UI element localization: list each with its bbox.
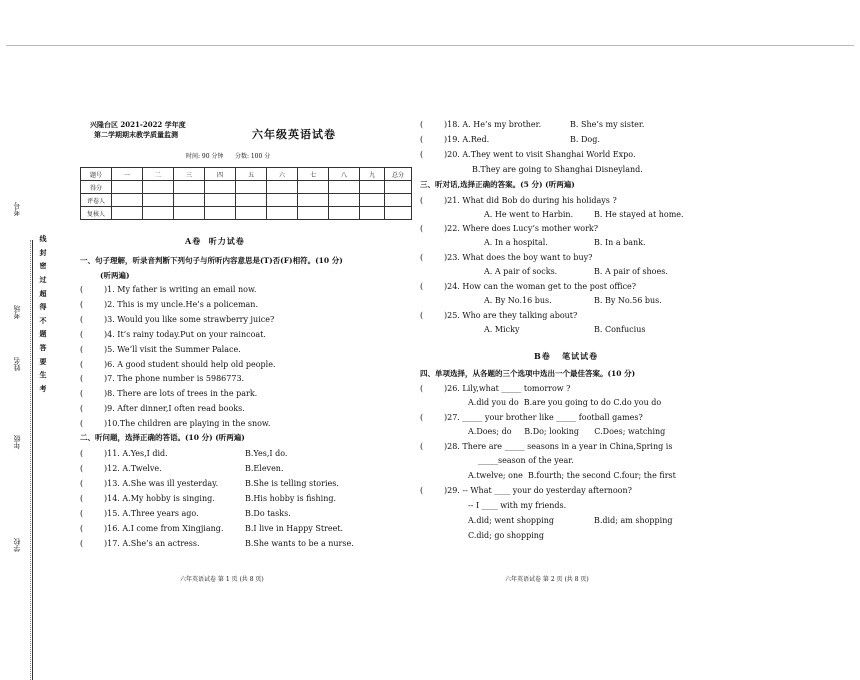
- seal-char: 超: [39, 288, 47, 298]
- reviewer-row-label: 复核人: [81, 207, 112, 220]
- list-item: )27. _____ your brother like _____ football games?: [444, 413, 643, 422]
- list-item: )16. A.I come from Xingjiang.: [104, 524, 224, 533]
- score-table-col: 三: [174, 168, 205, 181]
- list-item: )6. A good student should help old people.: [104, 360, 276, 369]
- options: A.Does; do B.Do; looking C.Does; watching: [468, 427, 666, 436]
- list-item: )4. It’s rainy today.Put on your raincoat.: [104, 330, 266, 339]
- score-row-label: 得分: [81, 181, 112, 194]
- score-cell[interactable]: [236, 194, 267, 207]
- question-cont: _____season of the year.: [478, 456, 574, 465]
- answer-paren[interactable]: (: [80, 479, 84, 488]
- score-cell[interactable]: [205, 181, 236, 194]
- answer-paren[interactable]: (: [80, 539, 84, 548]
- answer-paren[interactable]: (: [80, 389, 84, 398]
- option-a: A.did; went shopping: [468, 516, 554, 525]
- answer-paren[interactable]: (: [80, 285, 84, 294]
- score-cell[interactable]: [236, 181, 267, 194]
- list-item: )3. Would you like some strawberry juice?: [104, 315, 275, 324]
- semester-line: 第二学期期末教学质量监测: [94, 130, 178, 139]
- list-item: )22. Where does Lucy’s mother work?: [444, 224, 599, 233]
- option-b: B. He stayed at home.: [594, 210, 684, 219]
- list-item: )19. A.Red.: [444, 135, 490, 144]
- score-cell[interactable]: [298, 207, 329, 220]
- option-b: B.did; am shopping: [594, 516, 673, 525]
- answer-paren[interactable]: (: [420, 486, 424, 495]
- score-table-col: 总分: [385, 168, 412, 181]
- seal-char: 答: [39, 343, 47, 353]
- cut-line: [32, 240, 33, 680]
- list-item: )25. Who are they talking about?: [444, 311, 578, 320]
- score-table-col: 八: [329, 168, 360, 181]
- option-b: B. In a bank.: [594, 238, 646, 247]
- seal-char: 考: [39, 384, 47, 394]
- score-cell[interactable]: [267, 207, 298, 220]
- list-item: )15. A.Three years ago.: [104, 509, 199, 518]
- option-b: B.They are going to Shanghai Disneyland.: [472, 165, 643, 174]
- district-line: 兴隆台区 2021-2022 学年度: [90, 120, 186, 129]
- exam-room-label: 考场: [13, 305, 21, 319]
- answer-paren[interactable]: (: [80, 345, 84, 354]
- grader-row-label: 评卷人: [81, 194, 112, 207]
- list-item: )18. A. He’s my brother.: [444, 120, 542, 129]
- list-item: )1. My father is writing an email now.: [104, 285, 257, 294]
- score-table-col: 一: [112, 168, 143, 181]
- score-cell[interactable]: [267, 194, 298, 207]
- score-table-col: 六: [267, 168, 298, 181]
- score-cell[interactable]: [329, 207, 360, 220]
- seal-char: 题: [39, 329, 47, 339]
- score-table-col: 五: [236, 168, 267, 181]
- score-cell[interactable]: [112, 194, 143, 207]
- score-cell[interactable]: [267, 181, 298, 194]
- seal-char: 得: [39, 302, 47, 312]
- score-cell[interactable]: [205, 194, 236, 207]
- score-cell[interactable]: [174, 181, 205, 194]
- answer-paren[interactable]: (: [420, 311, 424, 320]
- score-cell[interactable]: [385, 207, 412, 220]
- answer-paren[interactable]: (: [80, 494, 84, 503]
- score-cell[interactable]: [360, 181, 385, 194]
- section-a-title: A卷 听力试卷: [185, 236, 245, 246]
- option-b: B.Do tasks.: [245, 509, 291, 518]
- option-b: B.His hobby is fishing.: [245, 494, 337, 503]
- score-table-col: 九: [360, 168, 385, 181]
- section-b-title: B卷 笔试试卷: [534, 351, 599, 361]
- part4-instructions: 四、单项选择，从各题的三个选项中选出一个最佳答案。(10 分): [420, 369, 636, 378]
- list-item: )9. After dinner,I often read books.: [104, 404, 245, 413]
- option-b: B.Yes,I do.: [245, 449, 288, 458]
- score-cell[interactable]: [298, 181, 329, 194]
- answer-paren[interactable]: (: [80, 300, 84, 309]
- list-item: )7. The phone number is 5986773.: [104, 374, 245, 383]
- option-a: A. By No.16 bus.: [484, 296, 552, 305]
- option-b: B. A pair of shoes.: [594, 267, 668, 276]
- answer-paren[interactable]: (: [80, 315, 84, 324]
- answer-paren[interactable]: (: [80, 330, 84, 339]
- binding-strip: [0, 120, 66, 560]
- score-cell[interactable]: [360, 194, 385, 207]
- options: A.twelve; one B.fourth; the second C.four; the first: [468, 471, 676, 480]
- exam-number-label: 考号: [13, 202, 21, 216]
- score-cell[interactable]: [143, 181, 174, 194]
- score-table-header: 题号: [81, 168, 112, 181]
- seal-char: 不: [39, 315, 47, 325]
- list-item: )14. A.My hobby is singing.: [104, 494, 215, 503]
- list-item: )5. We’ll visit the Summer Palace.: [104, 345, 241, 354]
- score-cell[interactable]: [329, 181, 360, 194]
- answer-paren[interactable]: (: [420, 413, 424, 422]
- answer-paren[interactable]: (: [80, 464, 84, 473]
- seal-char: 要: [39, 356, 47, 366]
- seal-char: 封: [39, 247, 47, 257]
- option-a: A. He went to Harbin.: [484, 210, 574, 219]
- score-cell[interactable]: [174, 194, 205, 207]
- grade-label: 年级: [13, 435, 21, 449]
- score-cell[interactable]: [112, 207, 143, 220]
- exam-title: 六年级英语试卷: [252, 128, 336, 141]
- score-table-col: 七: [298, 168, 329, 181]
- options: A.did you do B.are you going to do C.do you do: [468, 398, 662, 407]
- option-a: A. Micky: [484, 325, 520, 334]
- seal-char: 过: [39, 274, 47, 284]
- page-footer-right: 六年英语试卷 第 2 页 (共 8 页): [505, 576, 589, 583]
- list-item: )8. There are lots of trees in the park.: [104, 389, 258, 398]
- list-item: )13. A.She was ill yesterday.: [104, 479, 219, 488]
- score-cell[interactable]: [143, 194, 174, 207]
- score-cell[interactable]: [385, 194, 412, 207]
- list-item: )24. How can the woman get to the post office?: [444, 282, 637, 291]
- part3-instructions: 三、听对话,选择正确的答案。(5 分) (听两遍): [420, 180, 575, 189]
- list-item: )20. A.They went to visit Shanghai World Expo.: [444, 150, 636, 159]
- exam-meta: [186, 151, 270, 160]
- list-item: )28. There are _____ seasons in a year in China,Spring is: [444, 442, 673, 451]
- answer-paren[interactable]: (: [420, 282, 424, 291]
- fold-line: [30, 240, 31, 680]
- option-a: A. In a hospital.: [484, 238, 548, 247]
- part1-instructions: 一、句子理解，听录音判断下列句子与所听内容意思是(T)否(F)相符。(10 分): [80, 256, 343, 265]
- answer-paren[interactable]: (: [80, 449, 84, 458]
- score-cell[interactable]: [236, 207, 267, 220]
- page-footer-left: 六年英语试卷 第 1 页 (共 8 页): [180, 576, 264, 583]
- answer-paren[interactable]: (: [80, 404, 84, 413]
- seal-line-text: [37, 232, 49, 396]
- total-score: 分数: 100 分: [234, 153, 271, 160]
- score-table-col: 四: [205, 168, 236, 181]
- part1-note: (听两遍): [100, 271, 130, 280]
- option-b: B.I live in Happy Street.: [245, 524, 344, 533]
- option-c: C.did; go shopping: [468, 531, 545, 540]
- seal-char: 密: [39, 261, 47, 271]
- score-cell[interactable]: [385, 181, 412, 194]
- score-cell[interactable]: [112, 181, 143, 194]
- answer-paren[interactable]: (: [420, 120, 424, 129]
- score-table: [80, 167, 412, 220]
- option-b: B.She wants to be a nurse.: [245, 539, 354, 548]
- option-b: B.She is telling stories.: [245, 479, 339, 488]
- option-b: B. Confucius: [594, 325, 646, 334]
- time-limit: 时间: 90 分钟: [186, 153, 224, 160]
- score-cell[interactable]: [205, 207, 236, 220]
- answer-paren[interactable]: (: [420, 150, 424, 159]
- school-label: 学校: [13, 538, 21, 552]
- exam-header: [90, 120, 186, 140]
- answer-paren[interactable]: (: [420, 224, 424, 233]
- score-cell[interactable]: [360, 207, 385, 220]
- name-label: 姓名: [13, 357, 21, 371]
- scan-top-edge: [6, 45, 854, 46]
- answer-paren[interactable]: (: [420, 442, 424, 451]
- answer-paren[interactable]: (: [80, 419, 84, 428]
- list-item: )21. What did Bob do during his holidays ?: [444, 196, 617, 205]
- list-item: )2. This is my uncle.He’s a policeman.: [104, 300, 259, 309]
- seal-char: 生: [39, 370, 47, 380]
- question-cont: -- I ____ with my friends.: [468, 501, 567, 510]
- list-item: )29. -- What ____ your do yesterday afternoon?: [444, 486, 632, 495]
- answer-paren[interactable]: (: [420, 384, 424, 393]
- answer-paren[interactable]: (: [80, 374, 84, 383]
- answer-paren[interactable]: (: [420, 253, 424, 262]
- answer-paren[interactable]: (: [80, 524, 84, 533]
- list-item: )10.The children are playing in the snow.: [104, 419, 271, 428]
- option-b: B.Eleven.: [245, 464, 284, 473]
- answer-paren[interactable]: (: [80, 360, 84, 369]
- score-cell[interactable]: [298, 194, 329, 207]
- option-a: A. A pair of socks.: [484, 267, 558, 276]
- list-item: )11. A.Yes,I did.: [104, 449, 168, 458]
- option-b: B. She’s my sister.: [570, 120, 645, 129]
- answer-paren[interactable]: (: [80, 509, 84, 518]
- score-table-col: 二: [143, 168, 174, 181]
- answer-paren[interactable]: (: [420, 135, 424, 144]
- option-b: B. Dog.: [570, 135, 600, 144]
- part2-instructions: 二、听问题，选择正确的答语。(10 分) (听两遍): [80, 433, 245, 442]
- list-item: )26. Lily,what _____ tomorrow ?: [444, 384, 571, 393]
- answer-paren[interactable]: (: [420, 196, 424, 205]
- score-cell[interactable]: [143, 207, 174, 220]
- list-item: )12. A.Twelve.: [104, 464, 162, 473]
- score-cell[interactable]: [174, 207, 205, 220]
- list-item: )23. What does the boy want to buy?: [444, 253, 593, 262]
- option-b: B. By No.56 bus.: [594, 296, 662, 305]
- score-cell[interactable]: [329, 194, 360, 207]
- list-item: )17. A.She’s an actress.: [104, 539, 200, 548]
- seal-char: 线: [39, 234, 47, 243]
